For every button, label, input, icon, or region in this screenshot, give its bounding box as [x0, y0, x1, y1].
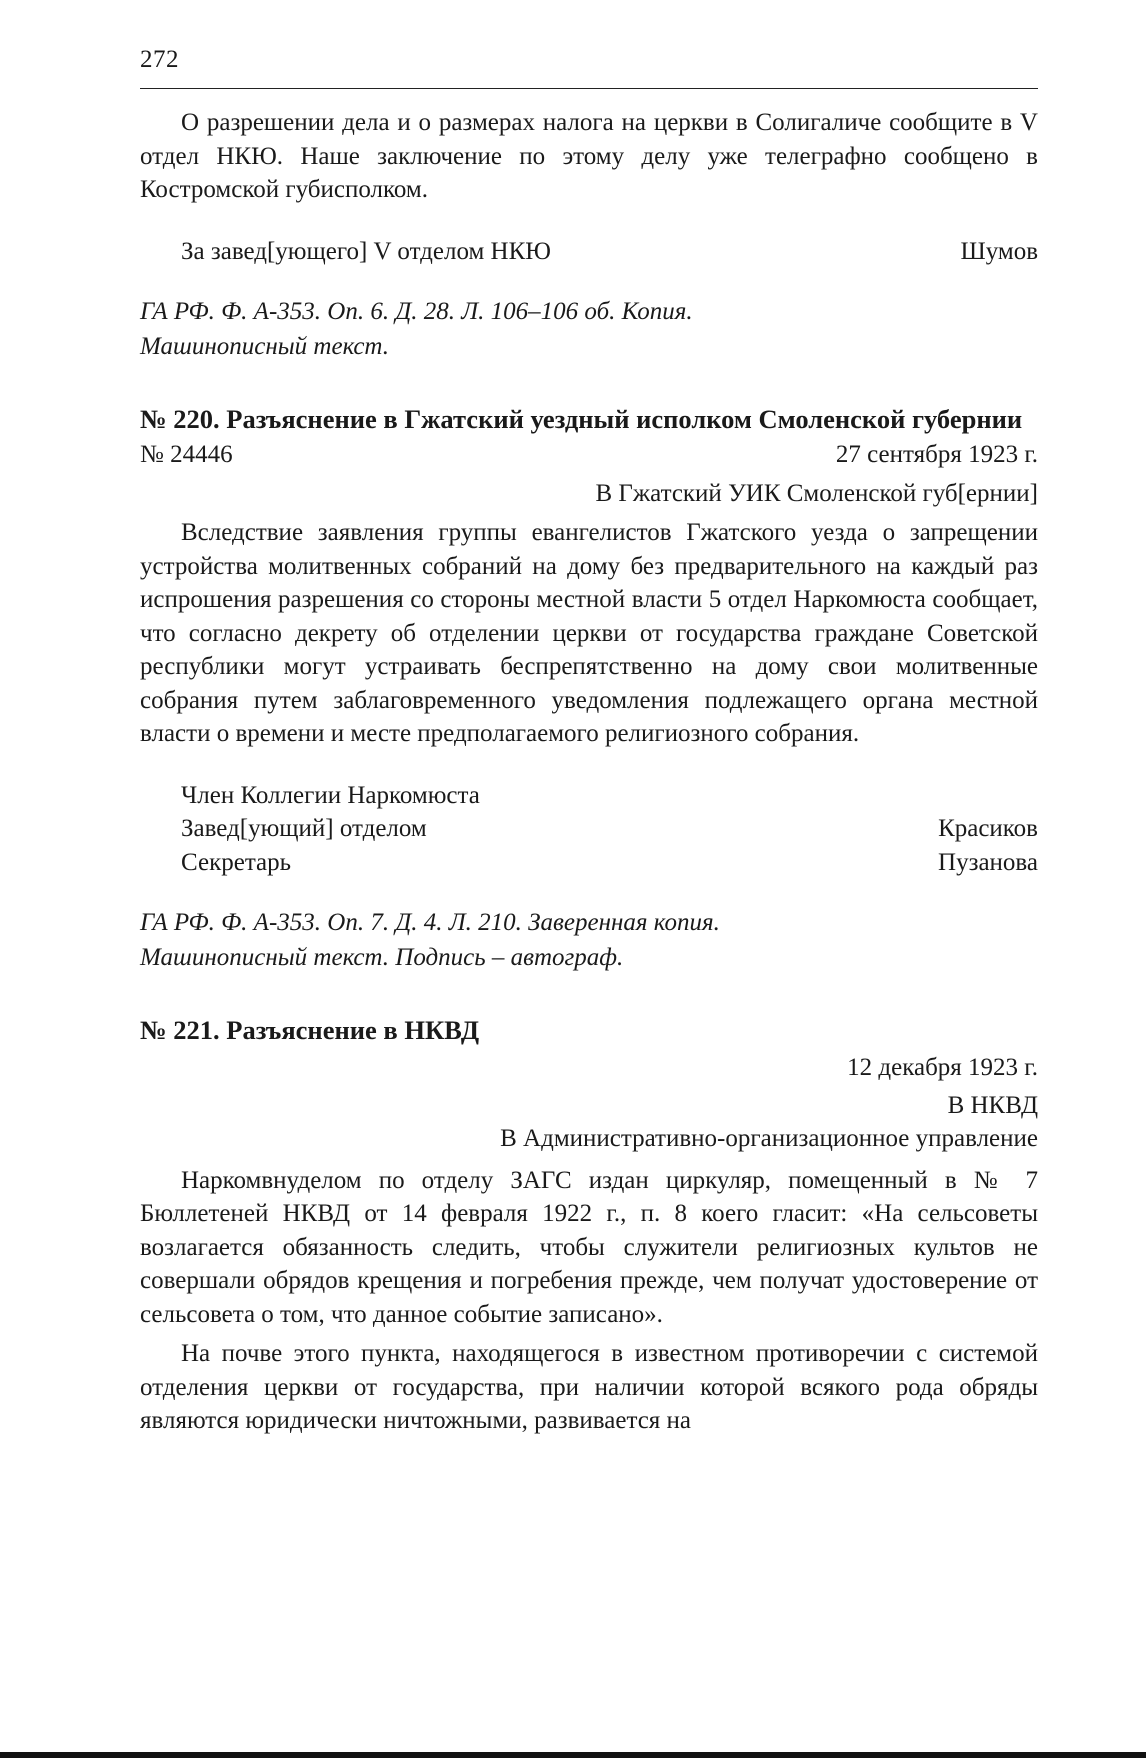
doc220-sig-title-2: Завед[ующий] отделом: [181, 815, 427, 842]
doc220-source-line2: Машинописный текст. Подпись – автограф.: [140, 944, 624, 971]
doc220-number: № 24446: [140, 441, 233, 468]
intro-signature-title: За завед[ующего] V отделом НКЮ: [181, 237, 551, 265]
intro-source-line2: Машинописный текст.: [140, 333, 390, 360]
bottom-border: [0, 1752, 1146, 1758]
header-rule: [140, 88, 1038, 89]
doc220-sig-name-2: Красиков: [938, 815, 1038, 842]
doc220-heading: № 220. Разъяснение в Гжатский уездный исполком Смоленской губернии: [140, 404, 1023, 434]
doc221-addressee-1: В НКВД: [947, 1091, 1038, 1119]
doc220-signature-2: [140, 812, 1038, 846]
doc220-signature-1: Член Коллегии Наркомюста: [181, 781, 480, 809]
intro-signature: [140, 235, 1038, 269]
intro-signature-name: Шумов: [960, 237, 1038, 265]
doc220-sig-name-3: Пузанова: [938, 848, 1038, 876]
doc221-date: 12 декабря 1923 г.: [847, 1054, 1038, 1081]
doc221-paragraph-1: Наркомвнуделом по отделу ЗАГС издан циркуляр, помещенный в № 7 Бюллетеней НКВД от 14 февраля 1922 г., п. 8 коего гласит: «На сельсоветы возлагается обязанность следить, чтобы служители религиозных культов не совершали обрядов крещения и погребения прежде, чем получат удостоверение от сельсовета о том, что данное событие записано».: [140, 1166, 1038, 1328]
doc220-source-line1: ГА РФ. Ф. А-353. Оп. 7. Д. 4. Л. 210. Заверенная копия.: [140, 909, 720, 936]
intro-paragraph: О разрешении дела и о размерах налога на церкви в Солигаличе сообщите в V отдел НКЮ. Наше заключение по этому делу уже телеграфно сообщено в Костромской губисполком.: [140, 109, 1038, 203]
page-number: 272: [140, 46, 179, 73]
doc221-heading: № 221. Разъяснение в НКВД: [140, 1015, 480, 1045]
doc221-addressee-2: В Административно-организационное управление: [500, 1125, 1038, 1152]
doc221-paragraph-2: На почве этого пункта, находящегося в известном противоречии с системой отделения церкви от государства, при наличии которой всякого рода обряды являются юридически ничтожными, развивается на: [140, 1340, 1038, 1434]
doc220-sig-title-3: Секретарь: [181, 848, 292, 876]
page-content: [140, 106, 1038, 1438]
doc220-date: 27 сентября 1923 г.: [835, 441, 1038, 468]
doc220-body: Вследствие заявления группы евангелистов Гжатского уезда о запрещении устройства молитвенных собраний на дому без предварительного на каждый раз испрошения разрешения со стороны местной власти 5 отдел Наркомюста сообщает, что согласно декрету об отделении церкви от государства граждане Советской республики могут устраивать беспрепятственно на дому свои молитвенные собрания путем заблаговременного уведомления подлежащего органа местной власти о времени и месте предполагаемого религиозного собрания.: [140, 519, 1038, 747]
intro-source-line1: ГА РФ. Ф. А-353. Оп. 6. Д. 28. Л. 106–106 об. Копия.: [140, 298, 693, 325]
doc220-signature-3: [140, 846, 1038, 880]
doc220-meta: [140, 438, 1038, 472]
doc220-addressee: В Гжатский УИК Смоленской губ[ернии]: [595, 479, 1038, 507]
